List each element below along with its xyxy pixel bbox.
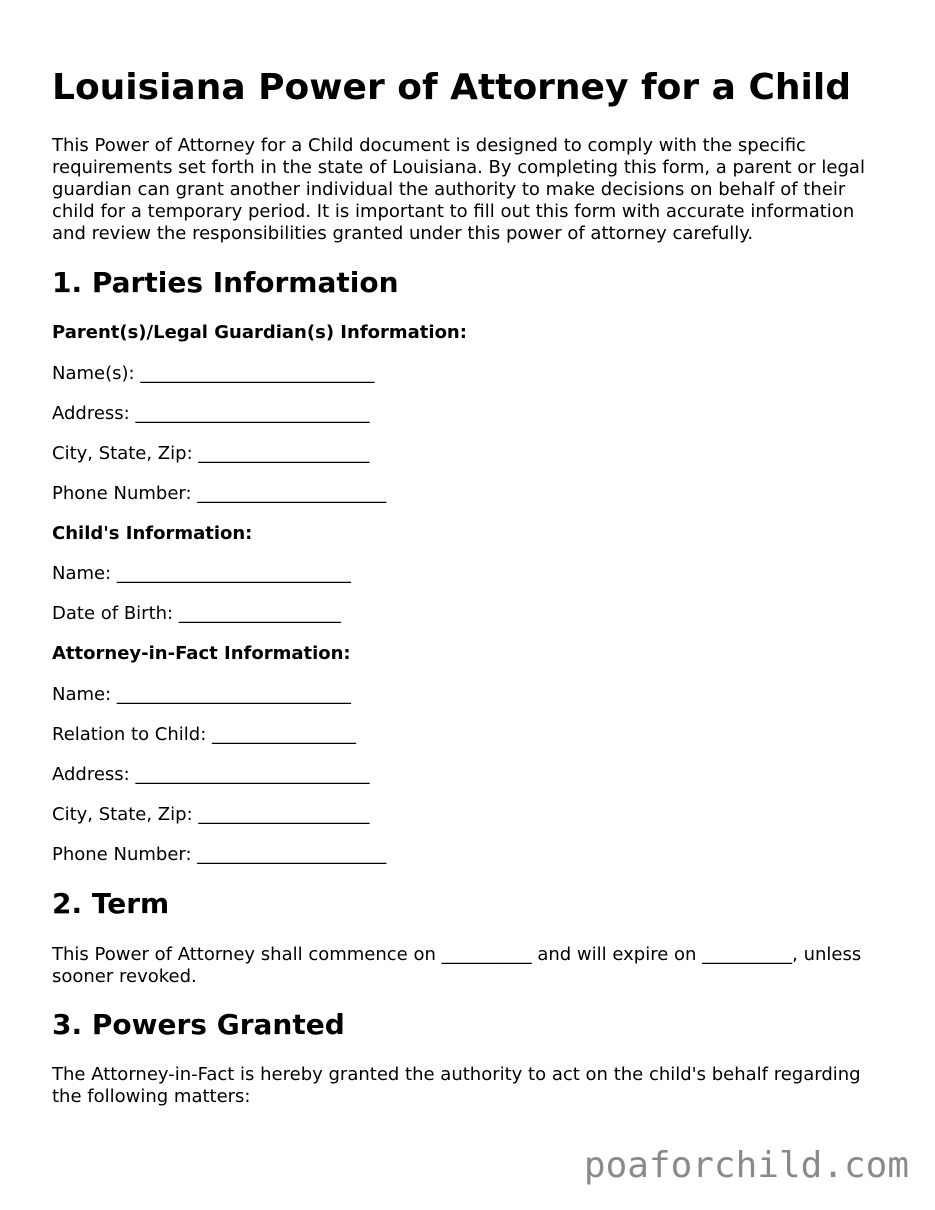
parent-address-field: Address: __________________________: [52, 403, 370, 424]
section-heading-parties: 1. Parties Information: [52, 266, 399, 299]
powers-paragraph: The Attorney-in-Fact is hereby granted the authority to act on the child's behalf regarding the following matters:: [52, 1064, 861, 1107]
attorney-name-field: Name: __________________________: [52, 684, 351, 705]
document-title: Louisiana Power of Attorney for a Child: [52, 67, 851, 108]
parent-info-heading: Parent(s)/Legal Guardian(s) Information:: [52, 322, 467, 343]
intro-paragraph: This Power of Attorney for a Child document is designed to comply with the specific requirements set forth in the state of Louisiana. By completing this form, a parent or legal guardian can grant another individual the authority to make decisions on behalf of their child for a temporary period. It is important to fill out this form with accurate information and review the responsibilities granted under this power of attorney carefully.: [52, 135, 865, 244]
parent-phone-field: Phone Number: _____________________: [52, 483, 387, 504]
parent-city-state-zip-field: City, State, Zip: ___________________: [52, 443, 370, 464]
watermark-text: poaforchild.com: [583, 1145, 909, 1186]
attorney-city-state-zip-field: City, State, Zip: ___________________: [52, 804, 370, 825]
attorney-phone-field: Phone Number: _____________________: [52, 844, 387, 865]
child-info-heading: Child's Information:: [52, 523, 253, 544]
term-paragraph: This Power of Attorney shall commence on __________ and will expire on __________, unless sooner revoked.: [52, 944, 862, 987]
attorney-relation-field: Relation to Child: ________________: [52, 724, 356, 745]
attorney-info-heading: Attorney-in-Fact Information:: [52, 643, 351, 664]
child-dob-field: Date of Birth: __________________: [52, 603, 341, 624]
section-heading-powers: 3. Powers Granted: [52, 1008, 345, 1041]
parent-name-field: Name(s): __________________________: [52, 363, 375, 384]
section-heading-term: 2. Term: [52, 887, 170, 920]
attorney-address-field: Address: __________________________: [52, 764, 370, 785]
child-name-field: Name: __________________________: [52, 563, 351, 584]
